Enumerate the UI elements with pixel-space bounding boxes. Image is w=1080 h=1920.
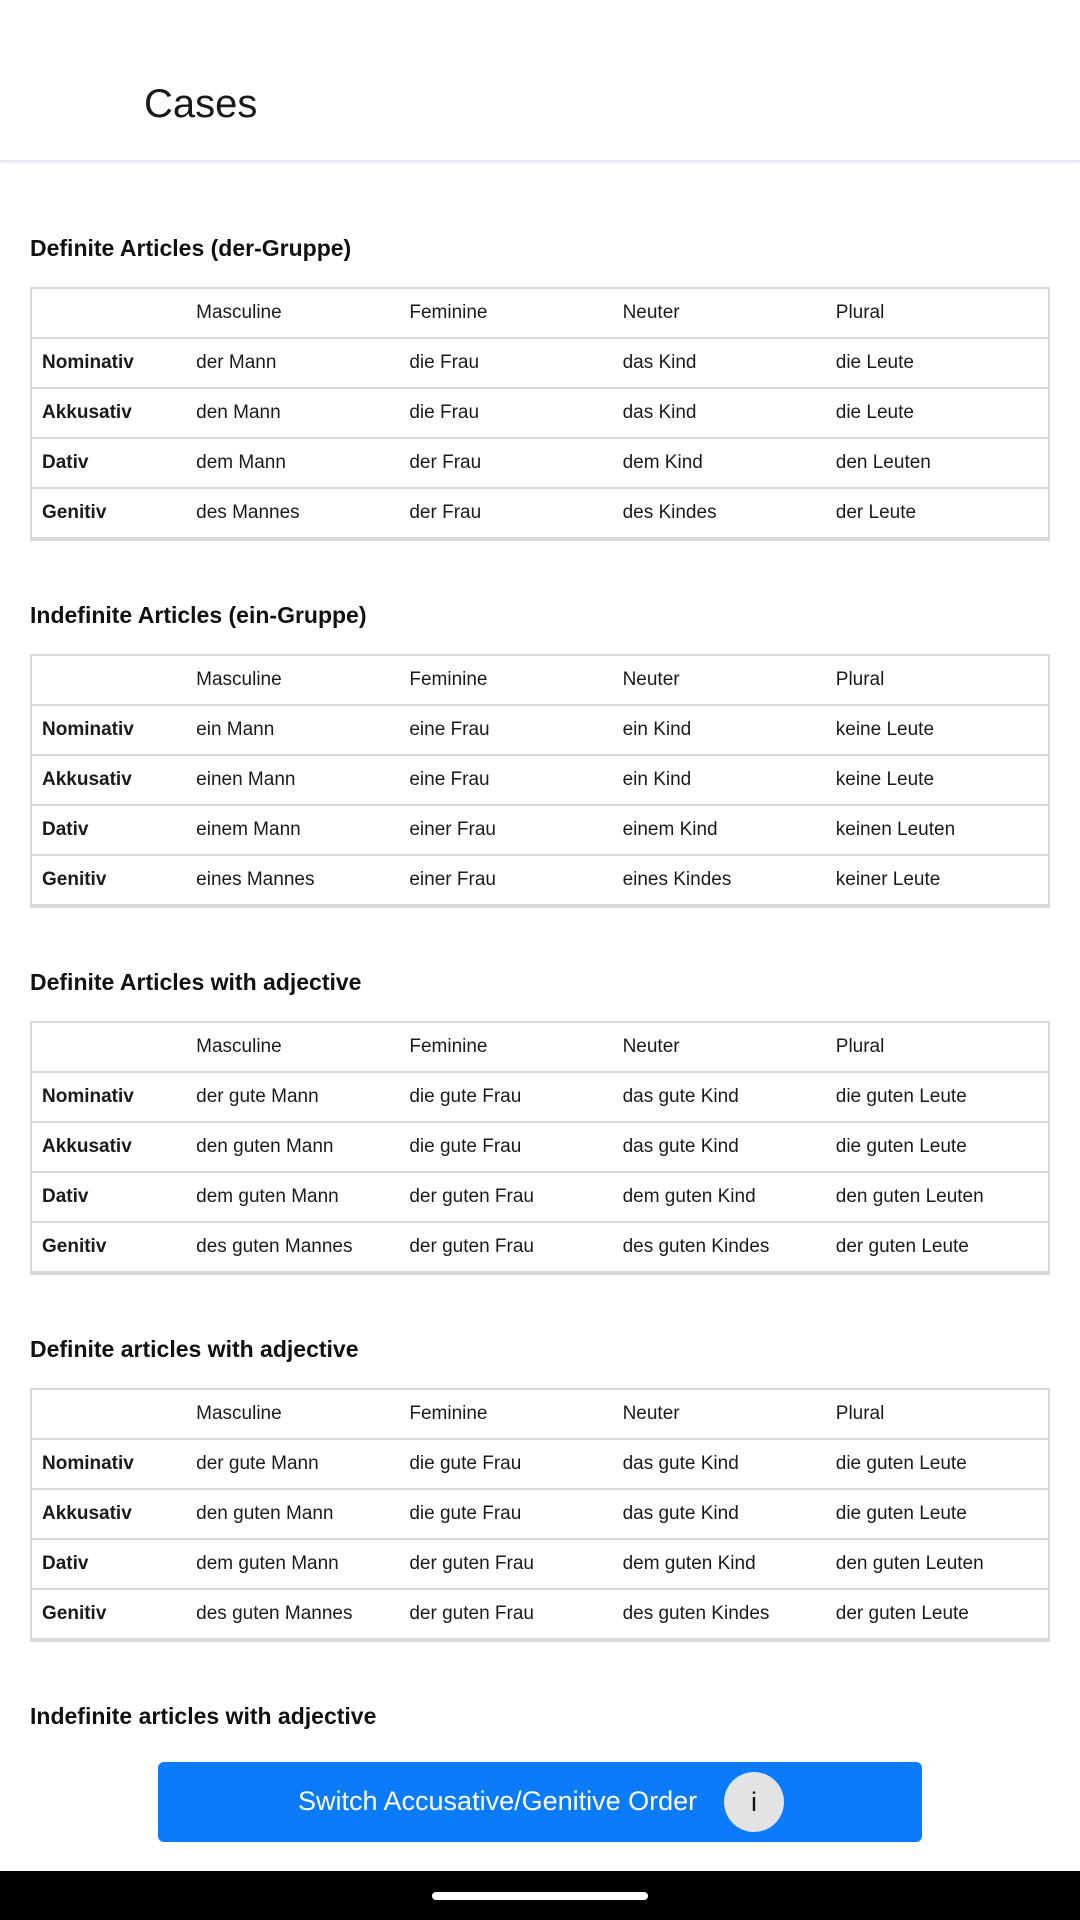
table-cell: des guten Mannes [196, 1222, 409, 1273]
table-cell: einen Mann [196, 755, 409, 805]
table-header-row [31, 288, 1049, 338]
table-cell: das gute Kind [623, 1489, 836, 1539]
table-cell: ein Mann [196, 705, 409, 755]
header-cell: Feminine [409, 669, 488, 690]
table-cell: ein Kind [623, 705, 836, 755]
switch-order-label: Switch Accusative/Genitive Order [298, 1786, 698, 1816]
table-cell: die guten Leute [836, 1122, 1049, 1172]
case-label: Nominativ [31, 1439, 196, 1489]
case-label: Akkusativ [31, 388, 196, 438]
table-cell: der Leute [836, 488, 1049, 539]
home-indicator[interactable] [432, 1892, 648, 1900]
table-cell: keine Leute [836, 705, 1049, 755]
table-row [31, 1589, 1049, 1640]
case-label: Akkusativ [31, 755, 196, 805]
table-cell: das gute Kind [623, 1122, 836, 1172]
info-button[interactable] [724, 1772, 784, 1832]
table-cell: eines Kindes [623, 855, 836, 906]
table-cell: des guten Kindes [623, 1589, 836, 1640]
section-title: Definite Articles with adjective [30, 969, 362, 995]
table-cell: die Frau [409, 388, 622, 438]
table-cell: dem guten Kind [623, 1172, 836, 1222]
table-cell: einer Frau [409, 855, 622, 906]
table-cell: dem guten Mann [196, 1172, 409, 1222]
case-label: Dativ [31, 438, 196, 488]
header-cell: Plural [835, 1036, 885, 1057]
case-label: Nominativ [31, 705, 196, 755]
table-cell: der guten Frau [409, 1172, 622, 1222]
header-cell: Plural [835, 669, 885, 690]
section-title: Indefinite articles with adjective [30, 1703, 377, 1729]
table-header-row [31, 1022, 1049, 1072]
case-label: Genitiv [31, 1589, 196, 1640]
header-cell: Neuter [622, 302, 680, 323]
table-cell: ein Kind [623, 755, 836, 805]
table-cell: die gute Frau [409, 1439, 622, 1489]
header-cell: Plural [835, 302, 885, 323]
header-cell [31, 1389, 196, 1439]
table-cell: die guten Leute [836, 1072, 1049, 1122]
table-row [31, 1072, 1049, 1122]
table-cell: einer Frau [409, 805, 622, 855]
table-cell: eines Mannes [196, 855, 409, 906]
table-cell: das gute Kind [623, 1072, 836, 1122]
case-table [30, 1388, 1050, 1642]
case-label: Dativ [31, 1172, 196, 1222]
table-cell: dem Kind [623, 438, 836, 488]
table-cell: einem Mann [196, 805, 409, 855]
table-cell: der guten Frau [409, 1222, 622, 1273]
table-header-row [31, 655, 1049, 705]
cases-content[interactable] [0, 161, 1080, 1871]
table-cell: die guten Leute [836, 1439, 1049, 1489]
app-header [0, 0, 1080, 161]
table-cell: das gute Kind [623, 1439, 836, 1489]
table-cell: der gute Mann [196, 1439, 409, 1489]
header-cell [31, 655, 196, 705]
page-title: Cases [144, 82, 258, 126]
table-row [31, 805, 1049, 855]
table-cell: eine Frau [409, 755, 622, 805]
table-row [31, 488, 1049, 539]
header-cell: Feminine [409, 1036, 488, 1057]
table-cell: den guten Leuten [836, 1539, 1049, 1589]
case-table [30, 287, 1050, 541]
info-icon: i [751, 1786, 757, 1817]
table-cell: der guten Frau [409, 1589, 622, 1640]
case-label: Akkusativ [31, 1489, 196, 1539]
table-row [31, 855, 1049, 906]
table-cell: keine Leute [836, 755, 1049, 805]
table-cell: die Leute [836, 338, 1049, 388]
case-table [30, 654, 1050, 908]
table-row [31, 338, 1049, 388]
header-cell: Masculine [196, 1403, 282, 1424]
table-cell: des guten Mannes [196, 1589, 409, 1640]
header-cell: Masculine [196, 302, 282, 323]
case-label: Genitiv [31, 488, 196, 539]
table-cell: dem guten Mann [196, 1539, 409, 1589]
case-label: Dativ [31, 805, 196, 855]
table-row [31, 1222, 1049, 1273]
table-cell: die Leute [836, 388, 1049, 438]
table-cell: dem Mann [196, 438, 409, 488]
table-cell: der gute Mann [196, 1072, 409, 1122]
table-cell: des guten Kindes [623, 1222, 836, 1273]
table-cell: die Frau [409, 338, 622, 388]
system-nav-bar [0, 1871, 1080, 1920]
header-cell: Masculine [196, 669, 282, 690]
table-cell: den guten Mann [196, 1489, 409, 1539]
table-cell: den guten Leuten [836, 1172, 1049, 1222]
case-label: Genitiv [31, 1222, 196, 1273]
header-cell [31, 1022, 196, 1072]
table-row [31, 1172, 1049, 1222]
table-row [31, 755, 1049, 805]
header-cell: Plural [835, 1403, 885, 1424]
table-cell: des Mannes [196, 488, 409, 539]
header-cell: Masculine [196, 1036, 282, 1057]
table-cell: die gute Frau [409, 1122, 622, 1172]
case-table [30, 1021, 1050, 1275]
table-cell: den guten Mann [196, 1122, 409, 1172]
case-label: Akkusativ [31, 1122, 196, 1172]
case-label: Nominativ [31, 338, 196, 388]
table-cell: keiner Leute [836, 855, 1049, 906]
table-cell: den Leuten [836, 438, 1049, 488]
table-row [31, 1439, 1049, 1489]
section-title: Definite articles with adjective [30, 1336, 359, 1362]
table-cell: der Mann [196, 338, 409, 388]
table-cell: den Mann [196, 388, 409, 438]
table-cell: der guten Frau [409, 1539, 622, 1589]
case-label: Genitiv [31, 855, 196, 906]
header-cell: Neuter [622, 1403, 680, 1424]
table-cell: eine Frau [409, 705, 622, 755]
table-cell: die gute Frau [409, 1489, 622, 1539]
table-cell: der Frau [409, 488, 622, 539]
table-row [31, 438, 1049, 488]
case-label: Nominativ [31, 1072, 196, 1122]
header-cell: Feminine [409, 302, 488, 323]
table-cell: das Kind [623, 388, 836, 438]
header-cell: Neuter [622, 1036, 680, 1057]
table-cell: der guten Leute [836, 1589, 1049, 1640]
table-cell: des Kindes [623, 488, 836, 539]
table-row [31, 1539, 1049, 1589]
table-cell: die gute Frau [409, 1072, 622, 1122]
table-cell: einem Kind [623, 805, 836, 855]
switch-order-button[interactable] [158, 1762, 922, 1842]
header-cell: Neuter [622, 669, 680, 690]
table-header-row [31, 1389, 1049, 1439]
table-cell: der Frau [409, 438, 622, 488]
table-row [31, 388, 1049, 438]
header-cell [31, 288, 196, 338]
section-title: Definite Articles (der-Gruppe) [30, 235, 352, 261]
header-cell: Feminine [409, 1403, 488, 1424]
table-row [31, 705, 1049, 755]
table-cell: die guten Leute [836, 1489, 1049, 1539]
section-title: Indefinite Articles (ein-Gruppe) [30, 602, 367, 628]
table-cell: der guten Leute [836, 1222, 1049, 1273]
table-cell: keinen Leuten [836, 805, 1049, 855]
table-cell: dem guten Kind [623, 1539, 836, 1589]
table-row [31, 1122, 1049, 1172]
table-cell: das Kind [623, 338, 836, 388]
table-row [31, 1489, 1049, 1539]
case-label: Dativ [31, 1539, 196, 1589]
